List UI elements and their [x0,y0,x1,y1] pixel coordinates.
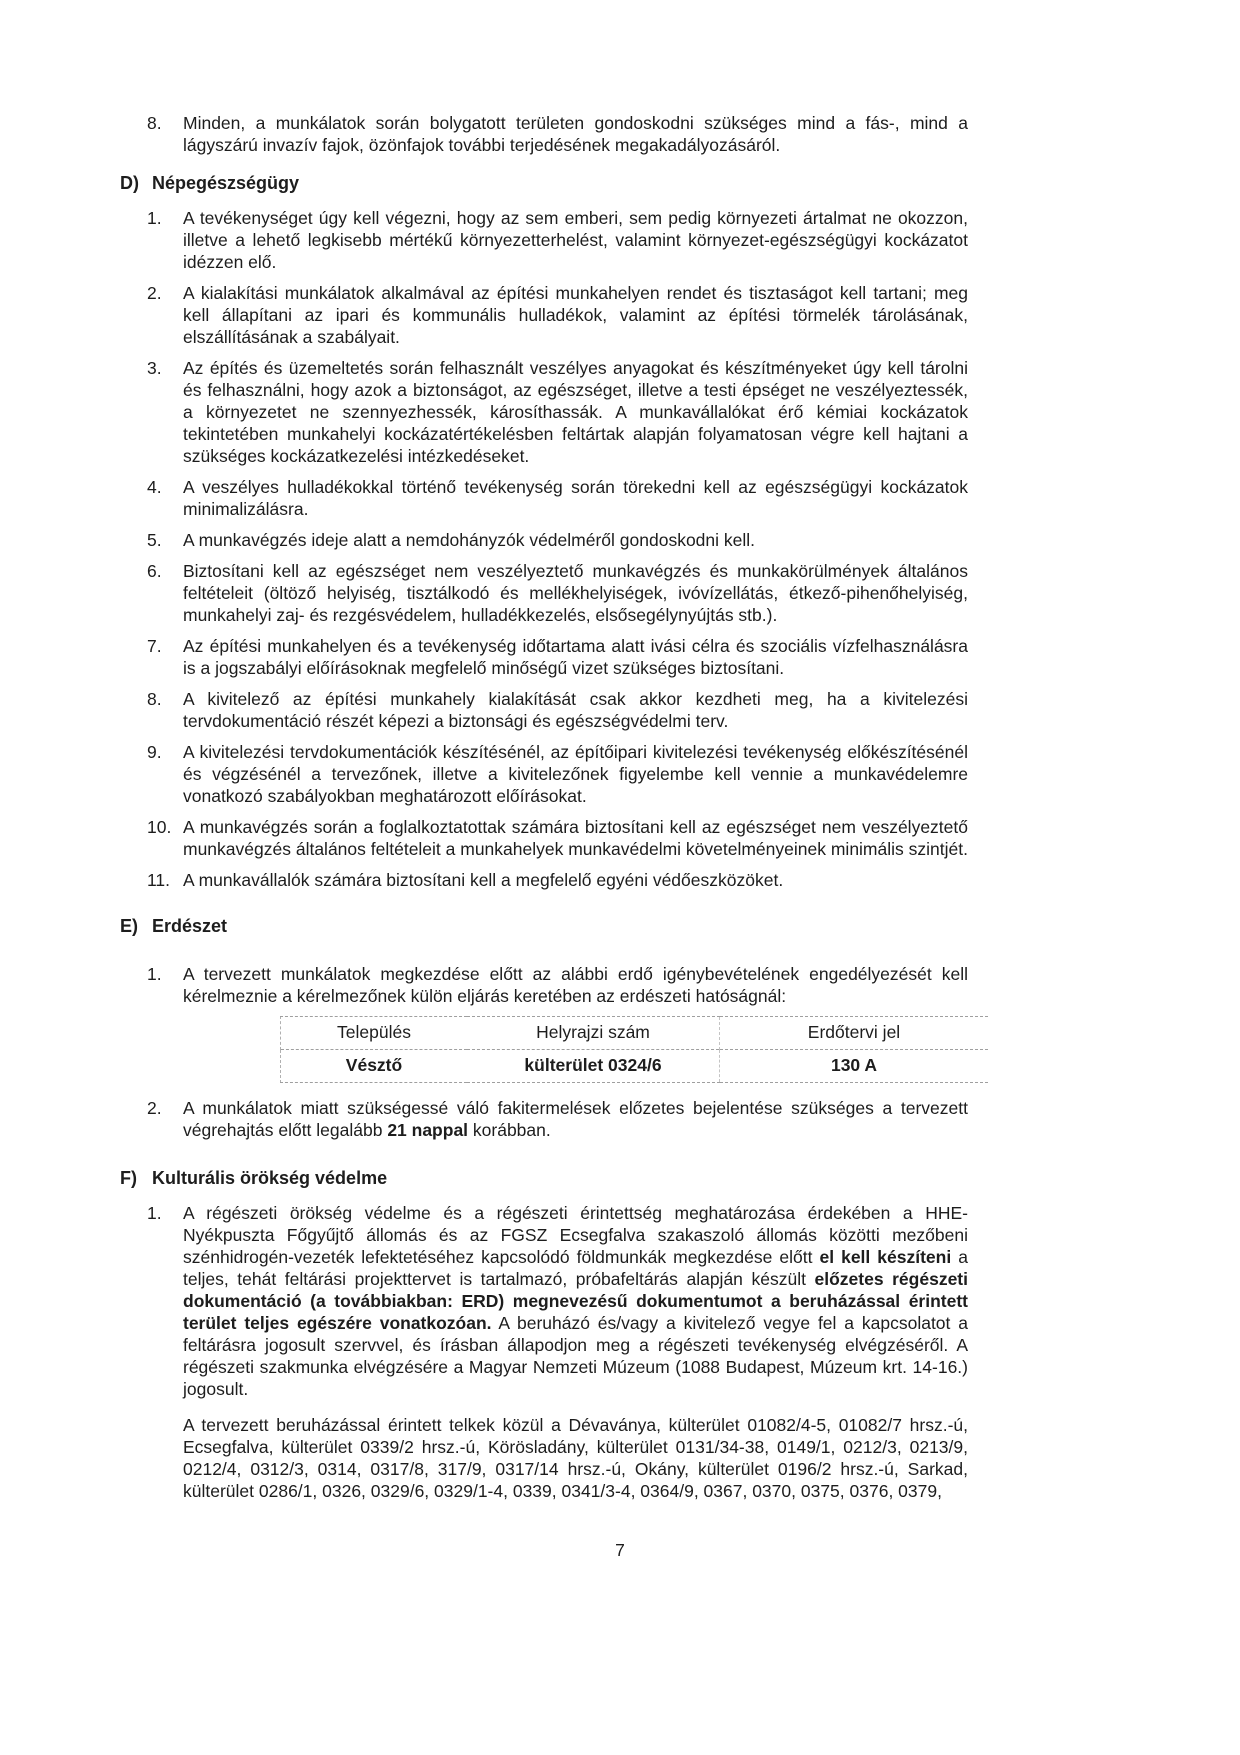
table-header-cell: Helyrajzi szám [467,1017,720,1050]
list-item [147,357,968,467]
item-number: 4. [147,477,162,497]
section-letter: F) [120,1168,137,1188]
item-text: A régészeti örökség védelme és a régészeti érintettség meghatározása érdekében a HHE-Nyékpuszta Főgyűjtő állomás és az FGSZ Ecsegfalva szakaszoló állomás közötti mezőbeni szénhidrogén-vezeték lefektetéséhez kapcsolódó földmunkák megkezdése előtt el kell készíteni a teljes, tehát feltárási projekttervet is tartalmazó, próbafeltárás alapján készült előzetes régészeti dokumentáció (a továbbiakban: ERD) megnevezésű dokumentumot a beruházással érintett terület teljes egészére vonatkozóan. A beruházó és/vagy a kivitelező vegye fel a kapcsolatot a feltárásra jogosult szervvel, és írásban állapodjon meg a régészeti tevékenység elvégzéséről. A régészeti szakmunka elvégzésére a Magyar Nemzeti Múzeum (1088 Budapest, Múzeum krt. 14-16.) jogosult. [183,1203,968,1399]
item-text: A tervezett munkálatok megkezdése előtt az alábbi erdő igénybevételének engedélyezését kell kérelmeznie a kérelmezőnek külön eljárás keretében az erdészeti hatóságnál: [183,964,968,1006]
item-text: A kialakítási munkálatok alkalmával az építési munkahelyen rendet és tisztaságot kell tartani; meg kell állapítani az ipari és kommunális hulladékok, valamint az építési törmelék tárolásának, elszállításának a szabályait. [183,283,968,347]
table-cell: 130 A [720,1050,989,1083]
section-letter: E) [120,916,138,936]
item-number: 3. [147,358,162,378]
item-number: 5. [147,530,162,550]
item-number: 1. [147,1203,162,1223]
item-number: 11. [147,870,171,890]
item-number: 10. [147,817,172,837]
list-item [147,112,968,156]
item-text: A munkavállalók számára biztosítani kell a megfelelő egyéni védőeszközöket. [183,870,784,890]
item-number: 9. [147,742,162,762]
list-item [147,560,968,626]
table-cell: külterület 0324/6 [467,1050,720,1083]
item-text: A veszélyes hulladékokkal történő tevékenység során törekedni kell az egészségügyi kockázatok minimalizálásra. [183,477,968,519]
forest-table [280,1016,988,1083]
section-letter: D) [120,173,139,193]
item-number: 2. [147,283,162,303]
item-text: A tevékenységet úgy kell végezni, hogy az sem emberi, sem pedig környezeti ártalmat ne okozzon, illetve a lehető legkisebb mértékű környezetterhelést, valamint környezet-egészségügyi kockázatot idézzen elő. [183,208,968,272]
list-item [147,207,968,273]
document-content [120,112,968,1502]
paragraph: A tervezett beruházással érintett telkek közül a Dévaványa, külterület 01082/4-5, 01082/7 hrsz.-ú, Ecsegfalva, külterület 0339/2 hrsz.-ú, Körösladány, külterület 0131/34-38, 0149/1, 0212/3, 0213/9, 0212/4, 0312/3, 0314, 0317/8, 317/9, 0317/14 hrsz.-ú, Okány, külterület 0196/2 hrsz.-ú, Sarkad, külterület 0286/1, 0326, 0329/6, 0329/1-4, 0339, 0341/3-4, 0364/9, 0367, 0370, 0375, 0376, 0379, [183,1415,968,1501]
item-text: Minden, a munkálatok során bolygatott területen gondoskodni szükséges mind a fás-, mind a lágyszárú invazív fajok, özönfajok további terjedésének megakadályozásáról. [183,113,968,155]
page-number: 7 [615,1540,625,1560]
table-header-row [281,1017,989,1050]
item-text: Az építés és üzemeltetés során felhasznált veszélyes anyagokat és készítményeket úgy kell tárolni és felhasználni, hogy azok a biztonságot, az egészséget, illetve a testi épséget ne veszélyeztessék, a környezetet ne szennyezhessék, károsíthassák. A munkavállalókat érő kémiai kockázatok tekintetében munkahelyi kockázatértékelésben feltártak alapján folyamatosan végre kell hajtani a szükséges kockázatkezelési intézkedéseket. [183,358,968,466]
item-text: A munkavégzés ideje alatt a nemdohányzók védelméről gondoskodni kell. [183,530,756,550]
list-item [147,1097,968,1141]
list-item [147,816,968,860]
list-item [147,282,968,348]
table-header-cell: Erdőtervi jel [720,1017,989,1050]
item-text: Biztosítani kell az egészséget nem veszélyeztető munkavégzés és munkakörülmények általános feltételeit (öltöző helyiség, tisztálkodó és mellékhelyiségek, ivóvízellátás, étkező-pihenőhelyiség, munkahelyi zaj- és rezgésvédelem, hulladékkezelés, elsősegélynyújtás stb.). [183,561,968,625]
list-item [147,963,968,1007]
section-title: Népegészségügy [152,173,300,193]
item-text: Az építési munkahelyen és a tevékenység időtartama alatt ivási célra és szociális vízfelhasználásra is a jogszabályi előírásoknak megfelelő minőségű vizet szükséges biztosítani. [183,636,968,678]
list-item [147,476,968,520]
item-number: 8. [147,689,162,709]
table-header-cell: Település [281,1017,468,1050]
item-text: A munkavégzés során a foglalkoztatottak számára biztosítani kell az egészséget nem veszélyeztető munkavégzés általános feltételeit a munkahelyek munkavédelmi követelményeinek minimális szintjét. [183,817,968,859]
list-item [147,741,968,807]
section-e-heading [120,915,968,937]
item-number: 6. [147,561,162,581]
list-item [147,635,968,679]
list-item [147,529,968,551]
item-number: 7. [147,636,162,656]
list-item [147,1202,968,1400]
table-cell: Vésztő [281,1050,468,1083]
item-text: A munkálatok miatt szükségessé váló fakitermelések előzetes bejelentése szükséges a tervezett végrehajtás előtt legalább 21 nappal korábban. [183,1098,968,1140]
item-number: 8. [147,113,162,133]
item-number: 2. [147,1098,162,1118]
item-number: 1. [147,208,162,228]
section-d-heading [120,172,968,194]
list-item [147,688,968,732]
item-number: 1. [147,964,162,984]
section-title: Erdészet [152,916,228,936]
list-item [147,869,968,891]
item-text: A kivitelező az építési munkahely kialakítását csak akkor kezdheti meg, ha a kivitelezési tervdokumentáció részét képezi a biztonsági és egészségvédelmi terv. [183,689,968,731]
table-row [281,1050,989,1083]
section-f-heading [120,1167,968,1189]
item-text: A kivitelezési tervdokumentációk készítésénél, az építőipari kivitelezési tevékenység előkészítésénél és végzésénél a tervezőnek, illetve a kivitelezőnek figyelembe kell vennie a munkavédelemre vonatkozó szabályokban meghatározott előírásokat. [183,742,968,806]
section-title: Kulturális örökség védelme [152,1168,388,1188]
